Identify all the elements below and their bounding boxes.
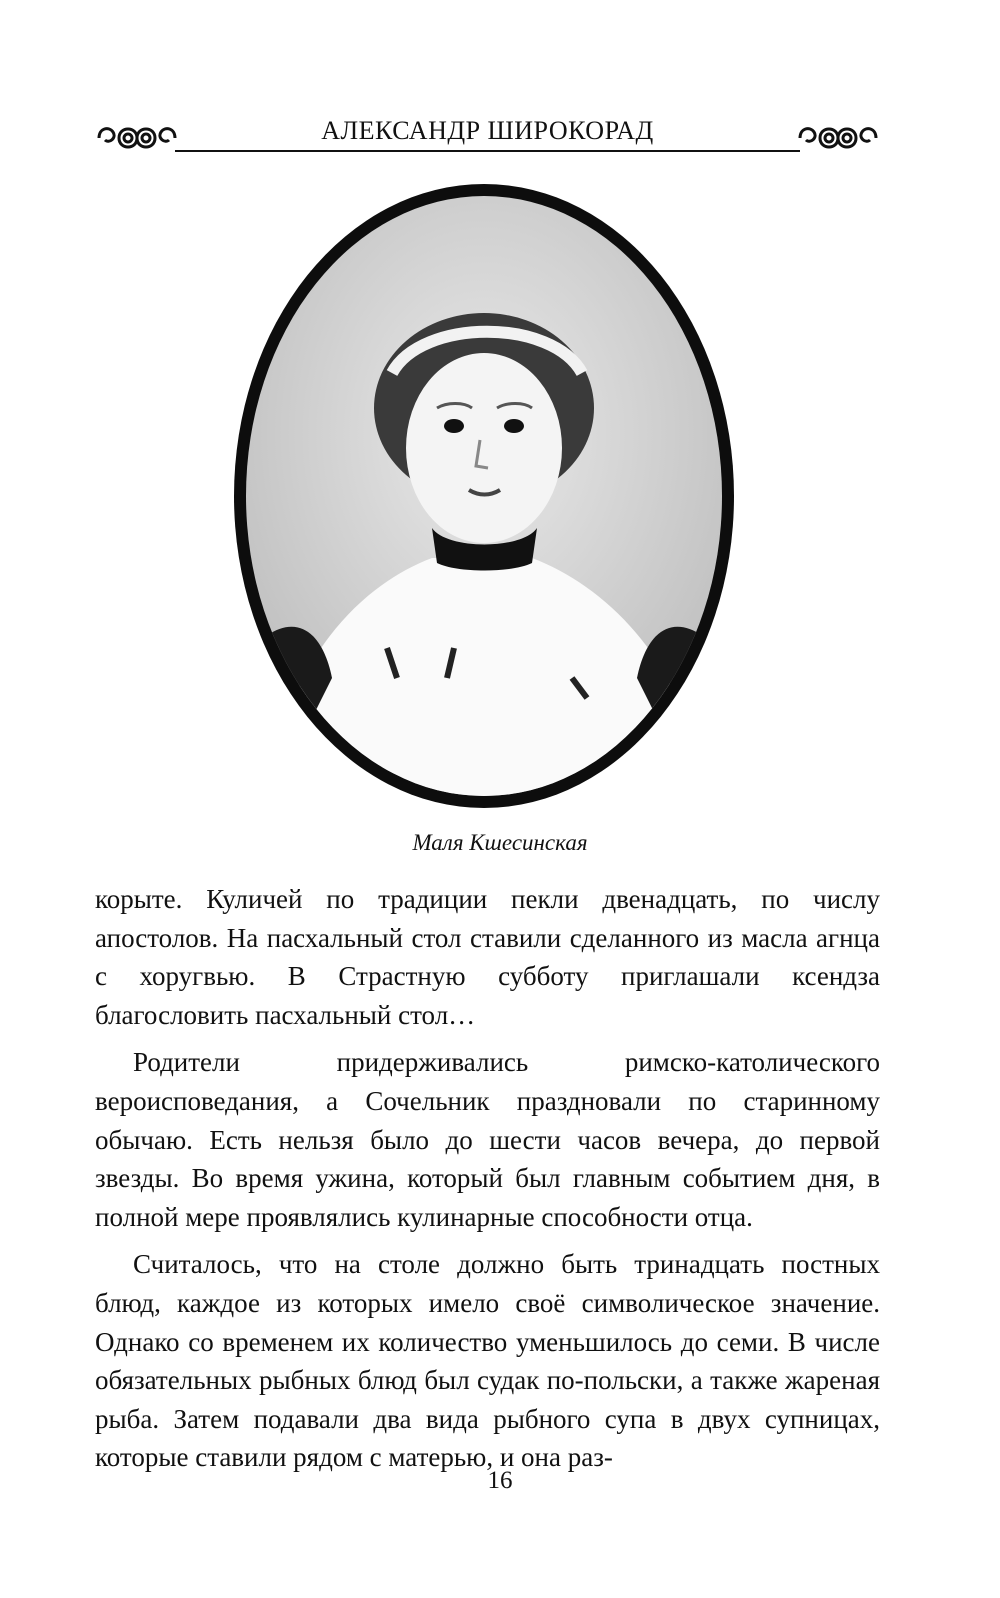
figure-caption: Маля Кшесинская — [412, 830, 588, 855]
paragraph: Считалось, что на столе должно быть тринадцать постных блюд, каждое из которых имело своё символическое значение. Однако со временем их количество уменьшилось до семи. В числе обязательных рыбных блюд был судак по-польски, а также жареная рыба. Затем подавали два вида рыбного супа в двух супницах, которые ставили рядом с матерью, и она раз- — [95, 1249, 880, 1473]
page-number: 16 — [487, 1467, 513, 1494]
portrait-photo — [232, 178, 737, 818]
header-rule — [175, 150, 800, 152]
running-title: АЛЕКСАНДР ШИРОКОРАД — [321, 116, 654, 145]
paragraph: корыте. Куличей по традиции пекли двенадцать, по числу апостолов. На пасхальный стол ставили сделанного из масла агнца с хоругвью. В Страстную субботу приглашали ксендза благословить пасхальный стол… — [95, 884, 880, 1030]
running-head — [95, 112, 880, 160]
paragraph: Родители придерживались римско-католического вероисповедания, а Сочельник праздновали по старинному обычаю. Есть нельзя было до шести часов вечера, до первой звезды. Во время ужина, который был главным событием дня, в полной мере проявлялись кулинарные способности отца. — [95, 1047, 880, 1232]
body-text — [95, 880, 880, 1486]
scroll-ornament-icon — [796, 118, 880, 158]
